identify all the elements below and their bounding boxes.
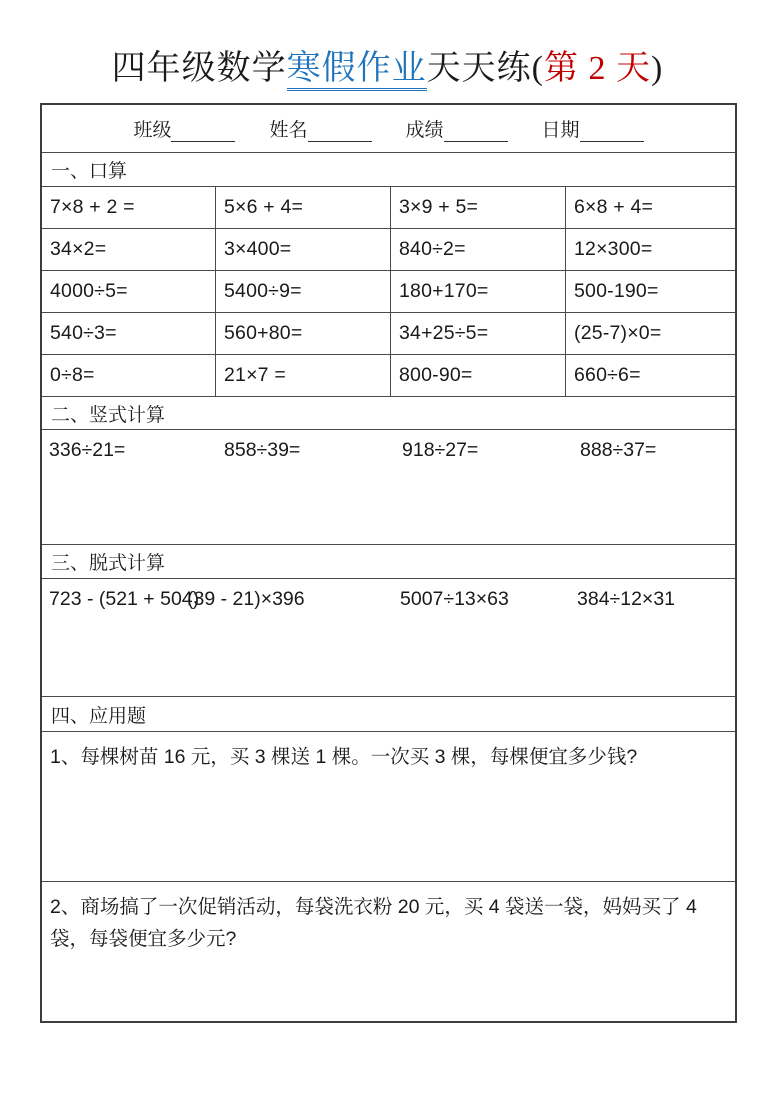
date-label: 日期 bbox=[541, 120, 580, 141]
oral-problem: 34×2= bbox=[42, 229, 216, 270]
word-problem-1-area bbox=[42, 732, 735, 882]
section-stepwise-header: 三、脱式计算 bbox=[42, 545, 735, 579]
oral-problem: (25-7)×0= bbox=[574, 322, 662, 344]
oral-problem: 3×400= bbox=[216, 229, 391, 270]
vertical-problem: 858÷39= bbox=[224, 439, 301, 461]
oral-problem: 3×9 + 5= bbox=[391, 187, 566, 228]
section-oral-header: 一、口算 bbox=[42, 153, 735, 187]
date-field bbox=[542, 115, 644, 142]
title-prefix: 四年级数学 bbox=[111, 50, 287, 87]
oral-grid-row-1 bbox=[42, 187, 735, 229]
title-highlight-underlined: 寒假作业 bbox=[287, 50, 427, 91]
vertical-problem: 336÷21= bbox=[49, 439, 126, 461]
title-day-number: 第 2 天 bbox=[544, 50, 651, 87]
oral-problem: 12×300= bbox=[574, 238, 653, 260]
oral-grid-row-3 bbox=[42, 271, 735, 313]
name-field bbox=[269, 115, 371, 142]
oral-grid-row-2 bbox=[42, 229, 735, 271]
name-label: 姓名 bbox=[269, 120, 308, 141]
oral-problem: 0÷8= bbox=[42, 355, 216, 396]
stepwise-problem: 384÷12×31 bbox=[577, 588, 676, 610]
section-applied-header: 四、应用题 bbox=[42, 697, 735, 732]
class-blank-line bbox=[171, 122, 235, 142]
score-blank-line bbox=[444, 122, 508, 142]
word-problem-1-text: 1、每棵树苗 16 元，买 3 棵送 1 棵。一次买 3 棵，每棵便宜多少钱? bbox=[50, 746, 638, 768]
oral-grid-row-4 bbox=[42, 313, 735, 355]
oral-problem: 7×8 + 2 = bbox=[42, 187, 216, 228]
title-suffix: ) bbox=[651, 50, 664, 87]
vertical-problem: 918÷27= bbox=[402, 439, 479, 461]
oral-problem: 660÷6= bbox=[574, 364, 641, 386]
oral-grid-row-5 bbox=[42, 355, 735, 397]
oral-problem: 4000÷5= bbox=[42, 271, 216, 312]
name-blank-line bbox=[308, 122, 372, 142]
oral-problem: 540÷3= bbox=[42, 313, 216, 354]
oral-problem: 560+80= bbox=[216, 313, 391, 354]
score-label: 成绩 bbox=[405, 120, 444, 141]
oral-problem: 6×8 + 4= bbox=[574, 196, 654, 218]
oral-problem: 5×6 + 4= bbox=[216, 187, 391, 228]
oral-problem: 500-190= bbox=[574, 280, 659, 302]
title-middle: 天天练( bbox=[426, 50, 544, 87]
class-field bbox=[133, 115, 235, 142]
score-field bbox=[406, 115, 508, 142]
stepwise-work-area bbox=[42, 579, 735, 697]
oral-problem: 800-90= bbox=[391, 355, 566, 396]
oral-problem: 180+170= bbox=[391, 271, 566, 312]
class-label: 班级 bbox=[133, 120, 172, 141]
oral-problem: 34+25÷5= bbox=[391, 313, 566, 354]
date-blank-line bbox=[580, 122, 644, 142]
worksheet-table bbox=[40, 103, 737, 1023]
oral-problem: 5400÷9= bbox=[216, 271, 391, 312]
oral-problem: 840÷2= bbox=[391, 229, 566, 270]
vertical-problem: 888÷37= bbox=[580, 439, 657, 461]
info-header-row bbox=[42, 105, 735, 153]
oral-problem: 21×7 = bbox=[216, 355, 391, 396]
section-vertical-header: 二、竖式计算 bbox=[42, 397, 735, 430]
word-problem-2-text: 2、商场搞了一次促销活动，每袋洗衣粉 20 元，买 4 袋送一袋，妈妈买了 4 袋，每袋便宜多少元? bbox=[50, 896, 697, 951]
page-title bbox=[0, 40, 775, 89]
word-problem-2-area bbox=[42, 882, 735, 1021]
stepwise-problem: 5007÷13×63 bbox=[400, 588, 509, 610]
stepwise-problem: (39 - 21)×396 bbox=[187, 588, 305, 610]
vertical-work-area bbox=[42, 430, 735, 545]
stepwise-problem: 723 - (521 + 504) bbox=[49, 588, 200, 610]
